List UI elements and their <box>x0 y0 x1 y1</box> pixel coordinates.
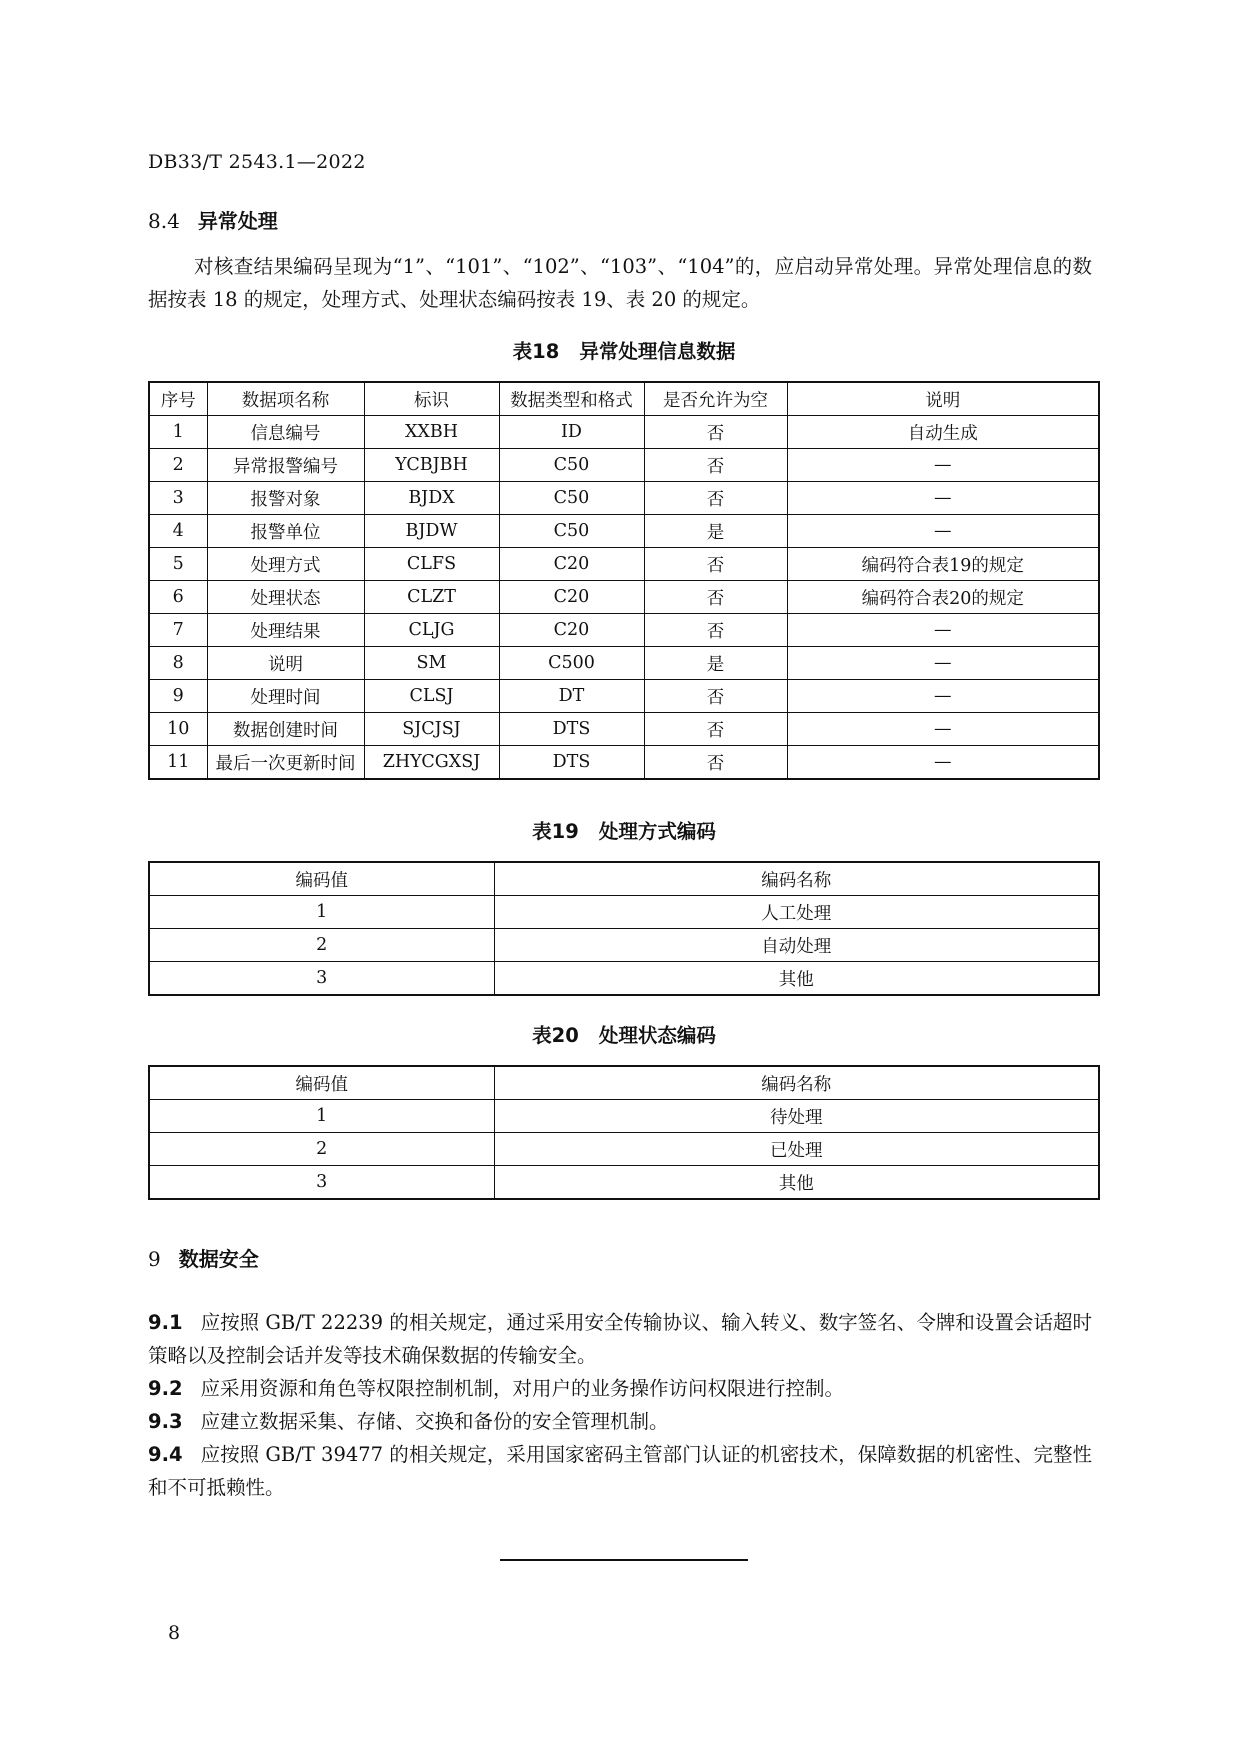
column-header: 说明 <box>787 382 1099 416</box>
clause-text: 应按照 GB/T 22239 的相关规定，通过采用安全传输协议、输入转义、数字签名、令牌和设置会话超时策略以及控制会话并发等技术确保数据的传输安全。 <box>148 1311 1092 1367</box>
column-header: 是否允许为空 <box>644 382 787 416</box>
table-cell: C20 <box>499 548 644 581</box>
table-title: 处理状态编码 <box>598 1024 716 1047</box>
table-cell: 2 <box>149 1133 494 1166</box>
table-cell: 4 <box>149 515 207 548</box>
table-cell: 其他 <box>494 962 1099 996</box>
table-cell: DTS <box>499 746 644 780</box>
table-cell: 人工处理 <box>494 896 1099 929</box>
clause-9-3 <box>148 1405 1092 1438</box>
table-header-row <box>149 1066 1099 1100</box>
table-18-caption <box>148 336 1100 364</box>
table-cell: 1 <box>149 1100 494 1133</box>
table-header-row <box>149 382 1099 416</box>
table-row <box>149 614 1099 647</box>
table-row <box>149 548 1099 581</box>
table-cell: 否 <box>644 614 787 647</box>
table-cell: CLZT <box>364 581 499 614</box>
table-cell: 已处理 <box>494 1133 1099 1166</box>
section-number: 8.4 <box>148 209 180 233</box>
table-cell: SM <box>364 647 499 680</box>
table-cell: 自动生成 <box>787 416 1099 449</box>
table-cell: C50 <box>499 449 644 482</box>
table-row <box>149 962 1099 996</box>
table-cell: — <box>787 482 1099 515</box>
table-row <box>149 482 1099 515</box>
table-cell: — <box>787 515 1099 548</box>
table-19-caption <box>148 816 1100 844</box>
table-cell: CLSJ <box>364 680 499 713</box>
table-cell: 6 <box>149 581 207 614</box>
table-cell: 11 <box>149 746 207 780</box>
table-cell: 否 <box>644 449 787 482</box>
document-code: DB33/T 2543.1—2022 <box>148 151 366 173</box>
table-row <box>149 416 1099 449</box>
table-cell: 处理状态 <box>207 581 364 614</box>
table-row <box>149 929 1099 962</box>
clause-text: 应采用资源和角色等权限控制机制，对用户的业务操作访问权限进行控制。 <box>200 1377 845 1400</box>
table-cell: 否 <box>644 416 787 449</box>
table-cell: — <box>787 746 1099 780</box>
table-cell: 编码符合表20的规定 <box>787 581 1099 614</box>
table-cell: 1 <box>149 416 207 449</box>
clause-text: 应按照 GB/T 39477 的相关规定，采用国家密码主管部门认证的机密技术，保障数据的机密性、完整性和不可抵赖性。 <box>148 1443 1092 1499</box>
table-cell: XXBH <box>364 416 499 449</box>
column-header: 标识 <box>364 382 499 416</box>
table-row <box>149 515 1099 548</box>
table-cell: 9 <box>149 680 207 713</box>
table-cell: 异常报警编号 <box>207 449 364 482</box>
table-row <box>149 680 1099 713</box>
table-cell: DTS <box>499 713 644 746</box>
table-cell: C500 <box>499 647 644 680</box>
table-title: 处理方式编码 <box>598 820 716 843</box>
table-cell: 否 <box>644 581 787 614</box>
section-9-heading <box>148 1243 259 1272</box>
table-row <box>149 1100 1099 1133</box>
table-cell: 否 <box>644 548 787 581</box>
clause-number: 9.3 <box>148 1410 183 1433</box>
table-cell: 最后一次更新时间 <box>207 746 364 780</box>
table-cell: 否 <box>644 713 787 746</box>
clause-number: 9.4 <box>148 1443 183 1466</box>
table-cell: 3 <box>149 962 494 996</box>
table-row <box>149 713 1099 746</box>
table-cell: — <box>787 614 1099 647</box>
table-row <box>149 746 1099 780</box>
table-number: 表20 <box>532 1024 579 1047</box>
column-header: 序号 <box>149 382 207 416</box>
table-number: 表19 <box>532 820 579 843</box>
table-row <box>149 1166 1099 1200</box>
table-row <box>149 449 1099 482</box>
table-title: 异常处理信息数据 <box>579 340 736 363</box>
clause-text: 应建立数据采集、存储、交换和备份的安全管理机制。 <box>200 1410 669 1433</box>
table-cell: — <box>787 680 1099 713</box>
table-cell: 2 <box>149 929 494 962</box>
table-header-row <box>149 862 1099 896</box>
column-header: 数据类型和格式 <box>499 382 644 416</box>
table-cell: CLJG <box>364 614 499 647</box>
clause-9-4 <box>148 1438 1092 1504</box>
section-8-4-heading <box>148 205 278 234</box>
table-cell: CLFS <box>364 548 499 581</box>
section-title: 数据安全 <box>178 1247 259 1271</box>
table-cell: 报警单位 <box>207 515 364 548</box>
table-18 <box>148 381 1100 780</box>
table-19 <box>148 861 1100 996</box>
column-header: 编码值 <box>149 1066 494 1100</box>
table-cell: 否 <box>644 680 787 713</box>
page-number: 8 <box>168 1622 181 1644</box>
table-cell: 否 <box>644 482 787 515</box>
column-header: 数据项名称 <box>207 382 364 416</box>
column-header: 编码名称 <box>494 862 1099 896</box>
table-number: 表18 <box>512 340 560 363</box>
clause-9-1 <box>148 1306 1092 1372</box>
table-row <box>149 1133 1099 1166</box>
table-cell: BJDW <box>364 515 499 548</box>
table-cell: 2 <box>149 449 207 482</box>
table-cell: SJCJSJ <box>364 713 499 746</box>
table-cell: 说明 <box>207 647 364 680</box>
section-title: 异常处理 <box>197 209 278 233</box>
table-cell: 信息编号 <box>207 416 364 449</box>
footer-rule <box>500 1559 748 1561</box>
table-cell: C20 <box>499 581 644 614</box>
table-cell: — <box>787 449 1099 482</box>
table-cell: — <box>787 713 1099 746</box>
table-cell: 3 <box>149 482 207 515</box>
clause-number: 9.2 <box>148 1377 183 1400</box>
table-cell: 数据创建时间 <box>207 713 364 746</box>
table-cell: C50 <box>499 482 644 515</box>
table-row <box>149 581 1099 614</box>
section-8-4-paragraph: 对核查结果编码呈现为“1”、“101”、“102”、“103”、“104”的，应启动异常处理。异常处理信息的数据按表 18 的规定，处理方式、处理状态编码按表 19、表 20 的规定。 <box>148 255 1092 311</box>
table-row <box>149 647 1099 680</box>
table-cell: BJDX <box>364 482 499 515</box>
table-cell: 否 <box>644 746 787 780</box>
table-cell: 1 <box>149 896 494 929</box>
table-cell: 编码符合表19的规定 <box>787 548 1099 581</box>
table-cell: 是 <box>644 647 787 680</box>
table-cell: 待处理 <box>494 1100 1099 1133</box>
table-cell: 其他 <box>494 1166 1099 1200</box>
section-number: 9 <box>148 1247 161 1271</box>
table-cell: — <box>787 647 1099 680</box>
table-cell: DT <box>499 680 644 713</box>
clause-number: 9.1 <box>148 1311 183 1334</box>
table-cell: 处理方式 <box>207 548 364 581</box>
table-cell: 是 <box>644 515 787 548</box>
table-cell: C50 <box>499 515 644 548</box>
table-cell: 处理时间 <box>207 680 364 713</box>
table-cell: C20 <box>499 614 644 647</box>
table-cell: ZHYCGXSJ <box>364 746 499 780</box>
table-cell: 报警对象 <box>207 482 364 515</box>
table-cell: 处理结果 <box>207 614 364 647</box>
table-row <box>149 896 1099 929</box>
table-cell: ID <box>499 416 644 449</box>
table-cell: 8 <box>149 647 207 680</box>
column-header: 编码值 <box>149 862 494 896</box>
table-20-caption <box>148 1020 1100 1048</box>
table-cell: 3 <box>149 1166 494 1200</box>
table-cell: YCBJBH <box>364 449 499 482</box>
table-cell: 10 <box>149 713 207 746</box>
clause-9-2 <box>148 1372 1092 1405</box>
table-20 <box>148 1065 1100 1200</box>
table-cell: 5 <box>149 548 207 581</box>
table-cell: 7 <box>149 614 207 647</box>
column-header: 编码名称 <box>494 1066 1099 1100</box>
table-cell: 自动处理 <box>494 929 1099 962</box>
